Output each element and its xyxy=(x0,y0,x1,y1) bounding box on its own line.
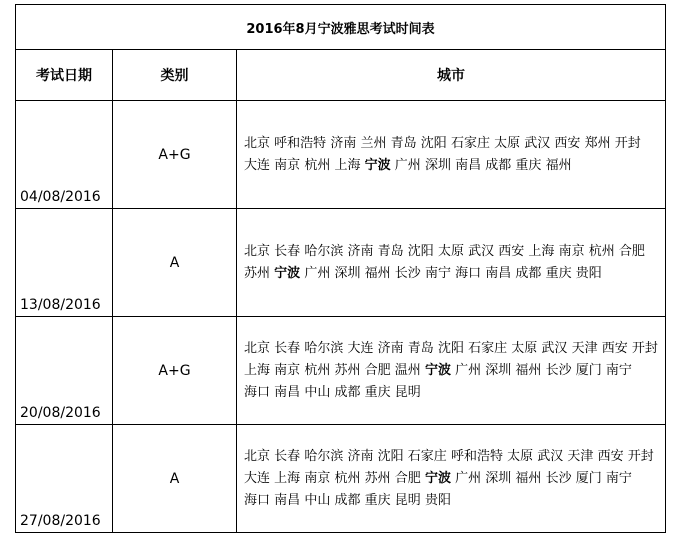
city-name: 青岛 xyxy=(407,340,434,356)
city-name: 南宁 xyxy=(424,265,451,281)
city-name: 苏州 xyxy=(244,265,271,281)
city-name: 开封 xyxy=(614,135,641,151)
city-name: 杭州 xyxy=(304,362,331,378)
table-row xyxy=(16,425,666,533)
city-name: 西安 xyxy=(601,340,628,356)
city-name: 广州 xyxy=(304,265,331,281)
city-name: 贵阳 xyxy=(575,265,602,281)
city-name: 沈阳 xyxy=(437,340,464,356)
city-name: 南京 xyxy=(558,243,585,259)
exam-date: 04/08/2016 xyxy=(16,101,113,209)
table-row xyxy=(16,209,666,317)
city-name: 重庆 xyxy=(364,384,391,400)
city-name: 昆明 xyxy=(394,384,421,400)
city-name: 南昌 xyxy=(274,492,301,508)
city-name: 大连 xyxy=(347,340,374,356)
city-name: 福州 xyxy=(364,265,391,281)
city-name: 南京 xyxy=(274,362,301,378)
city-name: 长春 xyxy=(274,340,301,356)
city-name: 济南 xyxy=(347,448,374,464)
city-name: 沈阳 xyxy=(377,448,404,464)
city-name: 广州 xyxy=(455,470,482,486)
exam-type: A xyxy=(113,209,237,317)
exam-date: 27/08/2016 xyxy=(16,425,113,533)
header-date: 考试日期 xyxy=(16,50,113,101)
city-name: 西安 xyxy=(554,135,581,151)
city-name: 合肥 xyxy=(618,243,645,259)
city-name: 石家庄 xyxy=(450,135,490,151)
exam-schedule-table xyxy=(15,4,666,533)
city-name: 福州 xyxy=(545,157,572,173)
city-name: 西安 xyxy=(498,243,525,259)
city-name: 沈阳 xyxy=(407,243,434,259)
city-name: 温州 xyxy=(394,362,421,378)
city-name: 杭州 xyxy=(588,243,615,259)
city-name: 昆明 xyxy=(394,492,421,508)
city-name: 哈尔滨 xyxy=(304,243,344,259)
city-name: 深圳 xyxy=(424,157,451,173)
city-name: 开封 xyxy=(631,340,658,356)
city-name: 呼和浩特 xyxy=(450,448,503,464)
city-name: 天津 xyxy=(567,448,594,464)
city-name: 哈尔滨 xyxy=(304,340,344,356)
city-name: 武汉 xyxy=(468,243,495,259)
city-name: 杭州 xyxy=(304,157,331,173)
city-name: 厦门 xyxy=(575,362,602,378)
city-name: 苏州 xyxy=(334,362,361,378)
city-name: 济南 xyxy=(377,340,404,356)
city-name: 成都 xyxy=(485,157,512,173)
city-name: 中山 xyxy=(304,384,331,400)
city-name: 大连 xyxy=(244,470,271,486)
city-list xyxy=(237,317,666,425)
exam-type: A+G xyxy=(113,101,237,209)
table-title: 2016年8月宁波雅思考试时间表 xyxy=(16,5,666,50)
city-name: 重庆 xyxy=(545,265,572,281)
city-name: 太原 xyxy=(511,340,538,356)
city-name: 太原 xyxy=(507,448,534,464)
city-name: 济南 xyxy=(347,243,374,259)
city-name: 中山 xyxy=(304,492,331,508)
city-name: 深圳 xyxy=(485,470,512,486)
city-name: 贵阳 xyxy=(424,492,451,508)
city-name: 北京 xyxy=(244,243,271,259)
city-name: 沈阳 xyxy=(420,135,447,151)
city-name: 长沙 xyxy=(394,265,421,281)
city-name: 深圳 xyxy=(485,362,512,378)
city-name: 厦门 xyxy=(575,470,602,486)
city-list xyxy=(237,209,666,317)
city-name: 上海 xyxy=(528,243,555,259)
city-name: 青岛 xyxy=(390,135,417,151)
city-name: 兰州 xyxy=(360,135,387,151)
city-name: 成都 xyxy=(334,384,361,400)
city-name: 武汉 xyxy=(524,135,551,151)
table-row xyxy=(16,101,666,209)
header-city: 城市 xyxy=(237,50,666,101)
city-name: 宁波 xyxy=(364,157,391,173)
city-name: 长沙 xyxy=(545,362,572,378)
city-name: 南京 xyxy=(274,157,301,173)
exam-type: A xyxy=(113,425,237,533)
city-name: 宁波 xyxy=(424,362,451,378)
city-name: 呼和浩特 xyxy=(274,135,327,151)
city-name: 南宁 xyxy=(605,470,632,486)
city-name: 宁波 xyxy=(424,470,451,486)
city-name: 广州 xyxy=(455,362,482,378)
city-name: 南昌 xyxy=(455,157,482,173)
city-name: 长沙 xyxy=(545,470,572,486)
city-name: 武汉 xyxy=(541,340,568,356)
city-name: 大连 xyxy=(244,157,271,173)
city-name: 北京 xyxy=(244,448,271,464)
city-name: 宁波 xyxy=(274,265,301,281)
city-name: 苏州 xyxy=(364,470,391,486)
city-name: 成都 xyxy=(334,492,361,508)
city-name: 成都 xyxy=(515,265,542,281)
city-name: 南昌 xyxy=(485,265,512,281)
city-list xyxy=(237,101,666,209)
city-name: 济南 xyxy=(330,135,357,151)
city-name: 石家庄 xyxy=(468,340,508,356)
city-name: 石家庄 xyxy=(407,448,447,464)
city-name: 广州 xyxy=(394,157,421,173)
city-name: 开封 xyxy=(627,448,654,464)
city-name: 重庆 xyxy=(515,157,542,173)
city-name: 海口 xyxy=(244,384,271,400)
city-name: 海口 xyxy=(455,265,482,281)
city-name: 海口 xyxy=(244,492,271,508)
city-name: 杭州 xyxy=(334,470,361,486)
city-name: 北京 xyxy=(244,340,271,356)
city-name: 太原 xyxy=(437,243,464,259)
city-name: 上海 xyxy=(244,362,271,378)
city-name: 深圳 xyxy=(334,265,361,281)
city-name: 合肥 xyxy=(394,470,421,486)
city-name: 合肥 xyxy=(364,362,391,378)
exam-date: 20/08/2016 xyxy=(16,317,113,425)
city-name: 上海 xyxy=(334,157,361,173)
city-list xyxy=(237,425,666,533)
city-name: 青岛 xyxy=(377,243,404,259)
city-name: 重庆 xyxy=(364,492,391,508)
city-name: 南昌 xyxy=(274,384,301,400)
city-name: 长春 xyxy=(274,243,301,259)
exam-type: A+G xyxy=(113,317,237,425)
city-name: 长春 xyxy=(274,448,301,464)
city-name: 上海 xyxy=(274,470,301,486)
city-name: 南京 xyxy=(304,470,331,486)
city-name: 太原 xyxy=(494,135,521,151)
city-name: 武汉 xyxy=(537,448,564,464)
city-name: 西安 xyxy=(597,448,624,464)
header-type: 类别 xyxy=(113,50,237,101)
city-name: 福州 xyxy=(515,362,542,378)
city-name: 北京 xyxy=(244,135,271,151)
city-name: 南宁 xyxy=(605,362,632,378)
city-name: 郑州 xyxy=(584,135,611,151)
city-name: 天津 xyxy=(571,340,598,356)
exam-date: 13/08/2016 xyxy=(16,209,113,317)
city-name: 福州 xyxy=(515,470,542,486)
city-name: 哈尔滨 xyxy=(304,448,344,464)
table-row xyxy=(16,317,666,425)
